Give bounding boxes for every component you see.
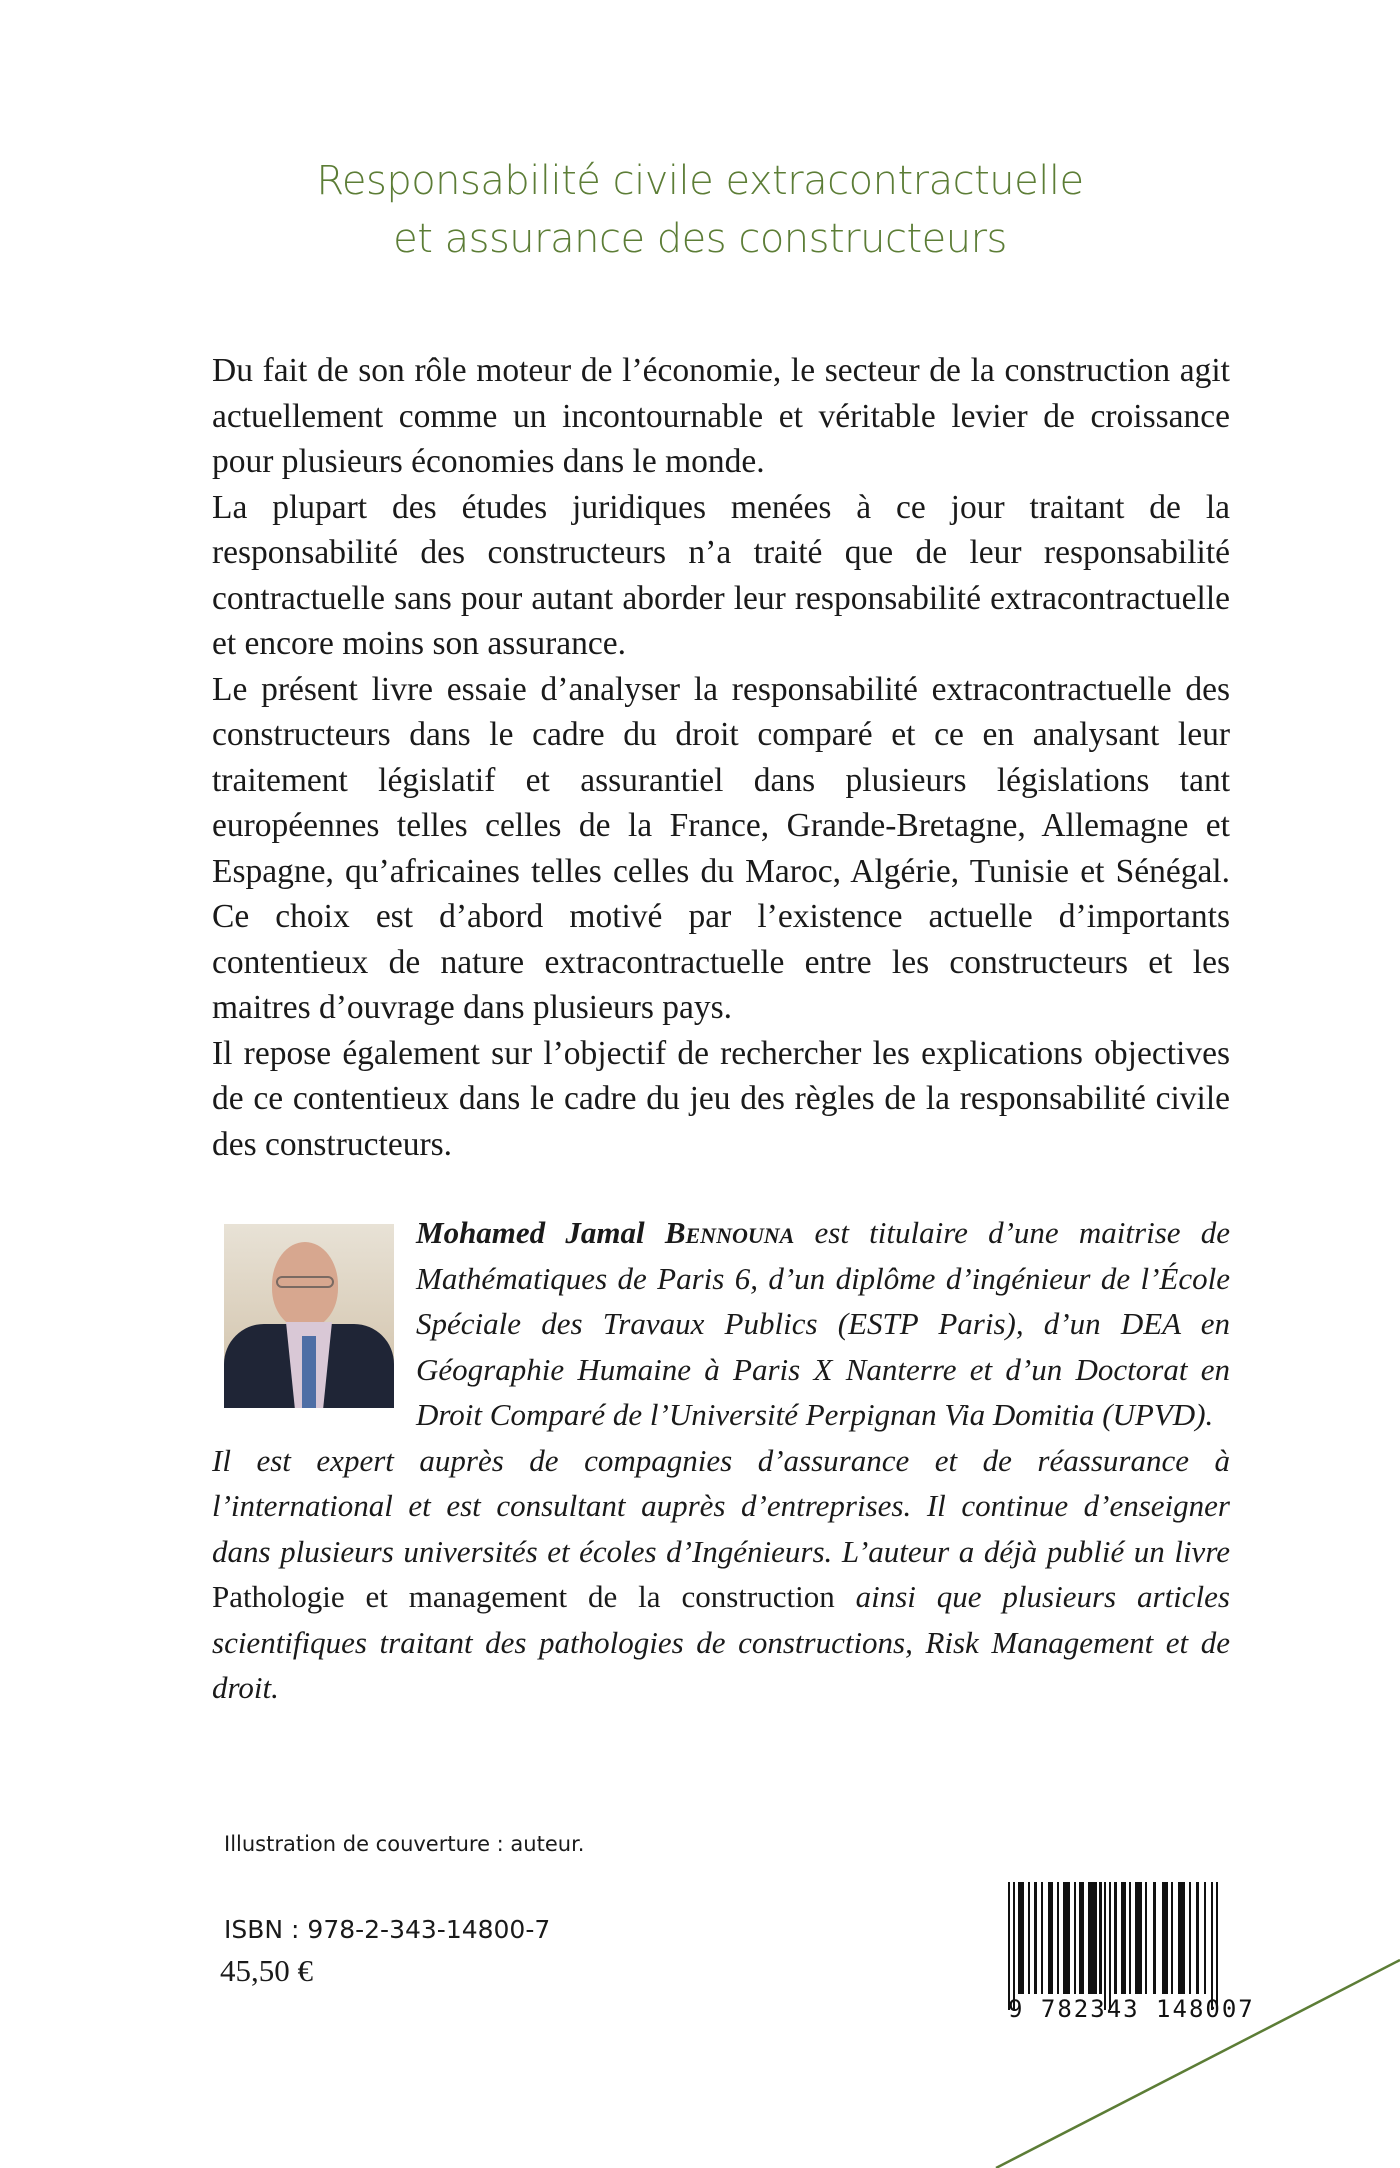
summary-paragraph: Il repose également sur l’objectif de rechercher les explications objectives de ce contentieux dans le cadre du jeu des règles de la responsabilité civile des constructeurs. — [212, 1034, 1230, 1163]
illustration-credit: Illustration de couverture : auteur. — [224, 1832, 585, 1856]
summary-paragraph: Le présent livre essaie d’analyser la responsabilité extracontractuelle des constructeurs dans le cadre du droit comparé et ce en analysant leur traitement législatif et assurantiel dans plusieurs législations tant européennes telles celles de la France, Grande-Bretagne, Allemagne et Espagne, qu’africaines telles celles du Maroc, Algérie, Tunisie et Sénégal. Ce choix est d’abord motivé par l’existence actuelle d’importants contentieux de nature extracontractuelle entre les constructeurs et les maitres d’ouvrage dans plusieurs pays. — [212, 670, 1230, 1026]
author-first-names: Mohamed Jamal — [416, 1215, 665, 1250]
summary-paragraph: Du fait de son rôle moteur de l’économie, le secteur de la construction agit actuellement comme un incontournable et véritable levier de croissance pour plusieurs économies dans le monde. — [212, 352, 1230, 480]
author-surname: Bennouna — [664, 1215, 795, 1250]
barcode-digits: 9 782343 148007 — [1008, 1995, 1255, 2023]
title-line-2: et assurance des constructeurs — [393, 216, 1007, 262]
title-line-1: Responsabilité civile extracontractuelle — [316, 158, 1084, 204]
author-bio-text: ainsi que plusieurs articles scientifiques traitant des pathologies de constructions, Risk Management et de droit. — [212, 1579, 1230, 1705]
author-bio-text: est titulaire d’une maitrise de Mathématiques de Paris 6, d’un diplôme d’ingénieur de l’École Spéciale des Travaux Publics (ESTP Paris), d’un DEA en Géographie Humaine à Paris X Nanterre et d’un Doctorat en Droit Comparé de l’Université Perpignan Via Domitia (UPVD). — [416, 1215, 1230, 1432]
previous-book-title: Pathologie et management de la construction — [212, 1579, 835, 1614]
price: 45,50 € — [220, 1953, 313, 1988]
isbn: ISBN : 978-2-343-14800-7 — [224, 1915, 551, 1944]
summary-paragraph: La plupart des études juridiques menées à ce jour traitant de la responsabilité des constructeurs n’a traité que de leur responsabilité contractuelle sans pour autant aborder leur responsabilité extracontractuelle et encore moins son assurance. — [212, 488, 1230, 662]
author-bio-text: Il est expert auprès de compagnies d’assurance et de réassurance à l’international et est consultant auprès d’entreprises. Il continue d’enseigner dans plusieurs universités et écoles d’Ingénieurs. L’auteur a déjà publié un livre — [212, 1442, 1230, 1569]
